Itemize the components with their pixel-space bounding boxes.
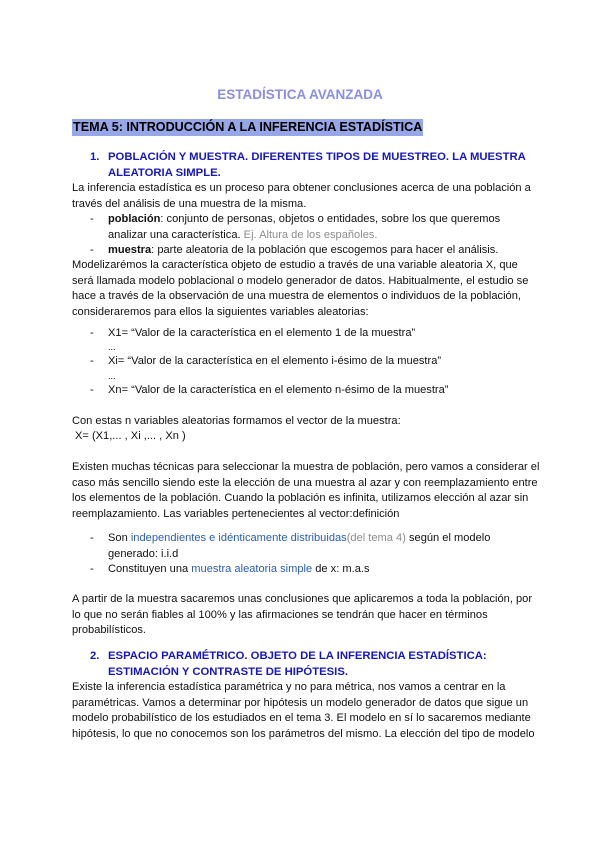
parametric-paragraph: Existe la inferencia estadística paramétrica y no para métrica, nos vamos a centrar en la paramétricas. Vamos a determinar por hipótesis un modelo generador de datos que sigue un modelo probabilístico de los estudiados en el tema 3. El modelo en sí lo sacaremos mediante hipótesis, lo que no conocemos son los parámetros del mismo. La elección del tipo de modelo <box>72 681 535 740</box>
ellipsis: ... <box>108 342 116 352</box>
bullet-marker: - <box>90 244 94 256</box>
bullet-mas <box>108 562 518 578</box>
bullet-poblacion <box>108 212 518 243</box>
poblacion-example: Ej. Altura de los españoles. <box>243 228 378 241</box>
iid-term: independientes e idénticamente distribuidas <box>130 532 347 544</box>
vector-intro: Con estas n variables aleatorias formamos el vector de la muestra: <box>72 415 401 427</box>
var-xi: Xi= “Valor de la característica en el elemento i-ésimo de la muestra” <box>108 355 442 367</box>
ellipsis: ... <box>108 371 116 381</box>
bullet-marker: - <box>90 532 94 544</box>
tema-heading: TEMA 5: INTRODUCCIÓN A LA INFERENCIA ESTADÍSTICA <box>73 120 423 134</box>
section2-number: 2. <box>90 650 100 662</box>
bullet-marker: - <box>90 384 94 396</box>
term-poblacion: población <box>108 213 161 225</box>
sampling-paragraph: Existen muchas técnicas para seleccionar la muestra de población, pero vamos a considerar el caso más sencillo siendo este la elección de una muestra al azar y con reemplazamiento entre los elementos de la población. Cuando la población es infinita, utilizamos elección al azar sin reemplazamiento. Las variables pertenecientes al vector:definición <box>72 461 540 520</box>
section1-heading: POBLACIÓN Y MUESTRA. DIFERENTES TIPOS DE MUESTREO. LA MUESTRA ALEATORIA SIMPLE. <box>108 151 526 179</box>
mas-suffix: de x: m.a.s <box>315 563 370 575</box>
bullet-marker: - <box>90 563 94 575</box>
mas-prefix: Constituyen una <box>108 563 189 575</box>
term-muestra: muestra <box>108 244 152 256</box>
model-paragraph: Modelizarémos la característica objeto de estudio a través de una variable aleatoria X, que será llamada modelo poblacional o modelo generador de datos. Habitualmente, el estudio se hace a través de la observación de una muestra de elementos o individuos de la población, consideraremos para ellos la siguientes variables aleatorias: <box>72 259 529 318</box>
bullet-marker: - <box>90 355 94 367</box>
bullet-muestra <box>108 243 518 259</box>
muestra-definition: : parte aleatoria de la población que escogemos para hacer el análisis. <box>151 244 499 256</box>
document-title: ESTADÍSTICA AVANZADA <box>217 87 383 102</box>
conclusion-paragraph: A partir de la muestra sacaremos unas conclusiones que aplicaremos a toda la población, por lo que no serán fiables al 100% y las afirmaciones se tendrán que hacer en términos probabilísticos. <box>72 593 533 637</box>
var-x1: X1= “Valor de la característica en el elemento 1 de la muestra” <box>108 327 416 339</box>
bullet-marker: - <box>90 327 94 339</box>
iid-suffix: según el modelo generado: i.i.d <box>108 532 491 560</box>
bullet-marker: - <box>90 213 94 225</box>
vector-formula: X= (X1,... , Xi ,... , Xn ) <box>75 430 186 442</box>
iid-reference: (del tema 4) <box>346 532 406 544</box>
bullet-iid <box>108 531 518 562</box>
poblacion-definition: : conjunto de personas, objetos o entidades, sobre los que queremos analizar una característica. <box>108 213 501 241</box>
intro-paragraph: La inferencia estadística es un proceso para obtener conclusiones acerca de una población a través del análisis de una muestra de la misma. <box>72 182 531 210</box>
mas-term: muestra aleatoria simple <box>191 563 313 575</box>
section1-number: 1. <box>90 151 100 163</box>
section2-heading: ESPACIO PARAMÉTRICO. OBJETO DE LA INFERENCIA ESTADÍSTICA: ESTIMACIÓN Y CONTRASTE DE HIPÓTESIS. <box>108 650 487 678</box>
iid-prefix: Son <box>108 532 128 544</box>
var-xn: Xn= “Valor de la característica en el elemento n-ésimo de la muestra” <box>108 384 449 396</box>
